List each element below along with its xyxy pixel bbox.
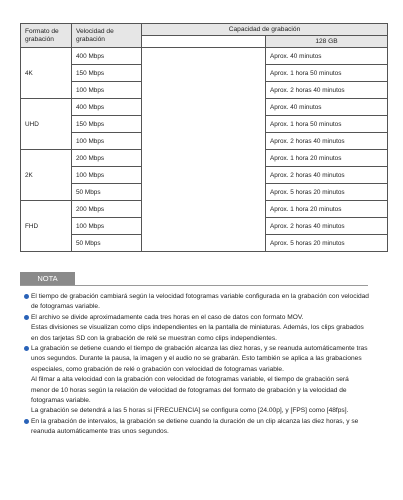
note-list [24,292,369,438]
time-cell: Aprox. 2 horas 40 minutos [266,133,388,150]
time-cell: Aprox. 40 minutos [266,99,388,116]
speed-cell: 100 Mbps [72,133,142,150]
note-title: NOTA [20,272,75,285]
time-cell: Aprox. 2 horas 40 minutos [266,167,388,184]
time-cell: Aprox. 1 hora 50 minutos [266,65,388,82]
speed-cell: 100 Mbps [72,167,142,184]
speed-cell: 150 Mbps [72,116,142,133]
note-item: La grabación se detiene cuando el tiempo de grabación alcanza las diez horas, y se reanuda automáticamente tras unos segundos. Durante la pausa, la imagen y el audio no se grabarán. Esto también se aplica a las grabaciones especiales, como grabación de relé o grabación con velocidad de fotogramas variable. Al filmar a alta velocidad con la grabación con velocidad de fotogramas variable, el tiempo de grabación será menor de 10 horas según la relación de velocidad de fotogramas del formato de grabación y la velocidad de fotogramas variable. La grabación se detendrá a las 5 horas si [FRECUENCIA] se configura como [24.00p], y [FPS] como [48fps]. [24,344,369,417]
format-cell: FHD [21,201,72,252]
note-item: En la grabación de intervalos, la grabación se detiene cuando la duración de un clip alcanza las diez horas, y se reanuda automáticamente tras unos segundos. [24,417,369,438]
time-cell: Aprox. 1 hora 50 minutos [266,116,388,133]
note-item: El archivo se divide aproximadamente cada tres horas en el caso de datos con formato MOV. Estas divisiones se visualizan como clips independientes en la pantalla de miniaturas. Además, los clips grabados en dos tarjetas SD con la grabación de relé se muestran como clips independientes. [24,313,369,344]
speed-cell: 150 Mbps [72,65,142,82]
format-cell: UHD [21,99,72,150]
speed-cell: 100 Mbps [72,218,142,235]
format-cell: 2K [21,150,72,201]
note-item: El tiempo de grabación cambiará según la velocidad fotogramas variable configurada en la grabación con velocidad de fotogramas variable. [24,292,369,313]
note-divider [20,285,368,286]
time-cell: Aprox. 1 hora 20 minutos [266,201,388,218]
header-format: Formato de grabación [21,24,72,48]
header-card-size: 128 GB [266,36,388,48]
time-cell: Aprox. 40 minutos [266,48,388,65]
time-cell: Aprox. 1 hora 20 minutos [266,150,388,167]
format-cell: 4K [21,48,72,99]
table-row [21,48,388,65]
header-speed: Velocidad de grabación [72,24,142,48]
bullet-icon [24,315,29,320]
time-cell: Aprox. 2 horas 40 minutos [266,82,388,99]
speed-cell: 400 Mbps [72,99,142,116]
header-blank-cell [142,36,266,48]
speed-cell: 50 Mbps [72,235,142,252]
time-cell: Aprox. 5 horas 20 minutos [266,184,388,201]
header-capacity: Capacidad de grabación [142,24,388,36]
time-cell: Aprox. 2 horas 40 minutos [266,218,388,235]
bullet-icon [24,294,29,299]
speed-cell: 100 Mbps [72,82,142,99]
recording-capacity-table [20,23,388,252]
bullet-icon [24,419,29,424]
time-cell: Aprox. 5 horas 20 minutos [266,235,388,252]
speed-cell: 400 Mbps [72,48,142,65]
speed-cell: 200 Mbps [72,150,142,167]
blank-capacity-cell [142,48,266,252]
speed-cell: 200 Mbps [72,201,142,218]
bullet-icon [24,346,29,351]
speed-cell: 50 Mbps [72,184,142,201]
